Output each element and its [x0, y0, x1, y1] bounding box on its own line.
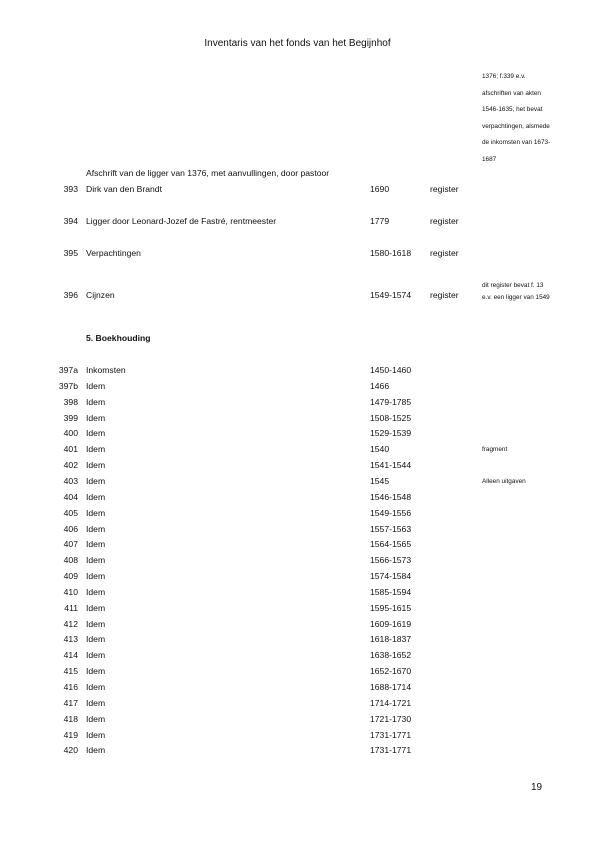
entry-number: 399: [63, 412, 78, 423]
section-title: 5. Boekhouding: [86, 333, 151, 343]
entry-date: 1508-1525: [370, 412, 412, 423]
entry-number: 406: [63, 523, 78, 534]
entry-number: 397a: [58, 365, 78, 375]
note-line: de inkomsten van 1673-: [482, 139, 551, 146]
entry-date: 1690: [370, 184, 390, 194]
entry-description: Idem: [86, 523, 106, 534]
entry-date: 1545: [370, 475, 390, 486]
entry-number: 411: [64, 602, 78, 613]
entry-description: Idem: [86, 650, 106, 661]
entry-remark: Alleen uitgaven: [482, 477, 526, 485]
entry-number: 408: [63, 555, 78, 566]
entry-description: Idem: [86, 713, 106, 724]
entry-description: Idem: [86, 618, 106, 629]
entry-description: Idem: [86, 444, 106, 455]
entry-description: Idem: [86, 666, 106, 677]
entry-number: 394: [63, 216, 78, 226]
entry-number: 410: [63, 586, 78, 597]
entry-description: Afschrift van de ligger van 1376, met aanvullingen, door pastoor: [86, 168, 330, 178]
entry-description: Idem: [86, 507, 106, 518]
entry-number: 416: [63, 682, 78, 692]
entry-description: Idem: [86, 428, 106, 439]
entry-number: 401: [63, 444, 78, 455]
entry-date: 1540: [370, 444, 390, 455]
entry-date: 1479-1785: [370, 396, 412, 407]
entry-date: 1714-1721: [370, 697, 412, 708]
entry-date: 1557-1563: [370, 523, 412, 534]
entry-number: 419: [63, 729, 78, 740]
note-line: verpachtingen, alsmede: [482, 122, 550, 130]
entry-date: 1541-1544: [370, 460, 412, 471]
entry-remark: e.v. een ligger van 1549: [482, 294, 550, 301]
entry-number: 418: [63, 713, 78, 724]
page-number: 19: [531, 782, 543, 793]
entry-description: Idem: [86, 380, 106, 391]
entry-description: Idem: [86, 729, 106, 740]
entry-number: 393: [63, 184, 78, 194]
entry-description: Idem: [86, 491, 106, 502]
entry-description: Idem: [86, 745, 106, 756]
entry-date: 1580-1618: [370, 248, 412, 258]
entry-type: register: [430, 248, 459, 258]
entry-description: Idem: [86, 682, 106, 692]
entry-number: 403: [63, 475, 78, 486]
entry-number: 407: [63, 539, 78, 550]
entry-number: 409: [63, 571, 78, 582]
entry-number: 415: [63, 666, 78, 677]
note-line: 1687: [482, 155, 497, 163]
entry-number: 402: [63, 460, 78, 471]
entry-date: 1731-1771: [370, 745, 412, 756]
entry-number: 396: [63, 290, 78, 300]
entry-number: 413: [63, 634, 78, 645]
entry-number: 412: [63, 618, 78, 629]
entry-date: 1466: [370, 380, 390, 391]
entry-date: 1688-1714: [370, 682, 412, 692]
entry-date: 1450-1460: [370, 365, 412, 375]
entry-description: Idem: [86, 412, 106, 423]
entry-number: 405: [63, 507, 78, 518]
entry-remark: dit register bevat f. 13: [482, 282, 544, 289]
note-line: afschriften van akten: [482, 89, 541, 97]
entry-description: Idem: [86, 460, 106, 471]
entry-description: Idem: [86, 602, 106, 613]
entry-number: 420: [63, 745, 78, 756]
entry-date: 1529-1539: [370, 428, 412, 439]
entry-date: 1574-1584: [370, 571, 412, 582]
entry-type: register: [430, 216, 459, 226]
entry-number: 397b: [58, 380, 78, 391]
entry-date: 1564-1565: [370, 539, 412, 550]
entry-description: Dirk van den Brandt: [86, 184, 162, 194]
entry-description: Idem: [86, 586, 106, 597]
entry-date: 1549-1556: [370, 507, 412, 518]
entry-date: 1652-1670: [370, 666, 412, 677]
entry-number: 398: [63, 396, 78, 407]
entry-number: 417: [63, 697, 78, 708]
entry-description: Idem: [86, 697, 106, 708]
entry-description: Idem: [86, 571, 106, 582]
entry-date: 1618-1837: [370, 634, 412, 645]
entry-date: 1609-1619: [370, 618, 412, 629]
entry-remark: fragment: [482, 446, 508, 454]
entry-date: 1721-1730: [370, 713, 412, 724]
entry-date: 1595-1615: [370, 602, 412, 613]
entry-date: 1546-1548: [370, 491, 412, 502]
entry-type: register: [430, 184, 459, 194]
entry-description: Idem: [86, 396, 106, 407]
entry-number: 400: [63, 428, 78, 439]
entry-number: 404: [63, 491, 78, 502]
entry-type: register: [430, 290, 459, 300]
entry-description: Verpachtingen: [86, 248, 141, 258]
entry-description: Cijnzen: [86, 290, 115, 300]
entry-description: Idem: [86, 634, 106, 645]
entry-number: 414: [63, 650, 78, 661]
entry-date: 1566-1573: [370, 555, 412, 566]
entry-date: 1549-1574: [370, 290, 412, 300]
entry-description: Idem: [86, 539, 106, 550]
entry-number: 395: [63, 248, 78, 258]
entry-description: Inkomsten: [86, 365, 126, 375]
entry-date: 1779: [370, 216, 390, 226]
entry-description: Idem: [86, 475, 106, 486]
entry-description: Idem: [86, 555, 106, 566]
entry-date: 1731-1771: [370, 729, 412, 740]
note-line: 1546-1635; het bevat: [482, 106, 543, 113]
entry-date: 1638-1652: [370, 650, 412, 661]
note-line: 1376; f.339 e.v.: [482, 73, 526, 80]
entry-date: 1585-1594: [370, 586, 412, 597]
entry-description: Ligger door Leonard-Jozef de Fastré, rentmeester: [86, 216, 277, 226]
page-header: Inventaris van het fonds van het Begijnhof: [204, 38, 391, 49]
